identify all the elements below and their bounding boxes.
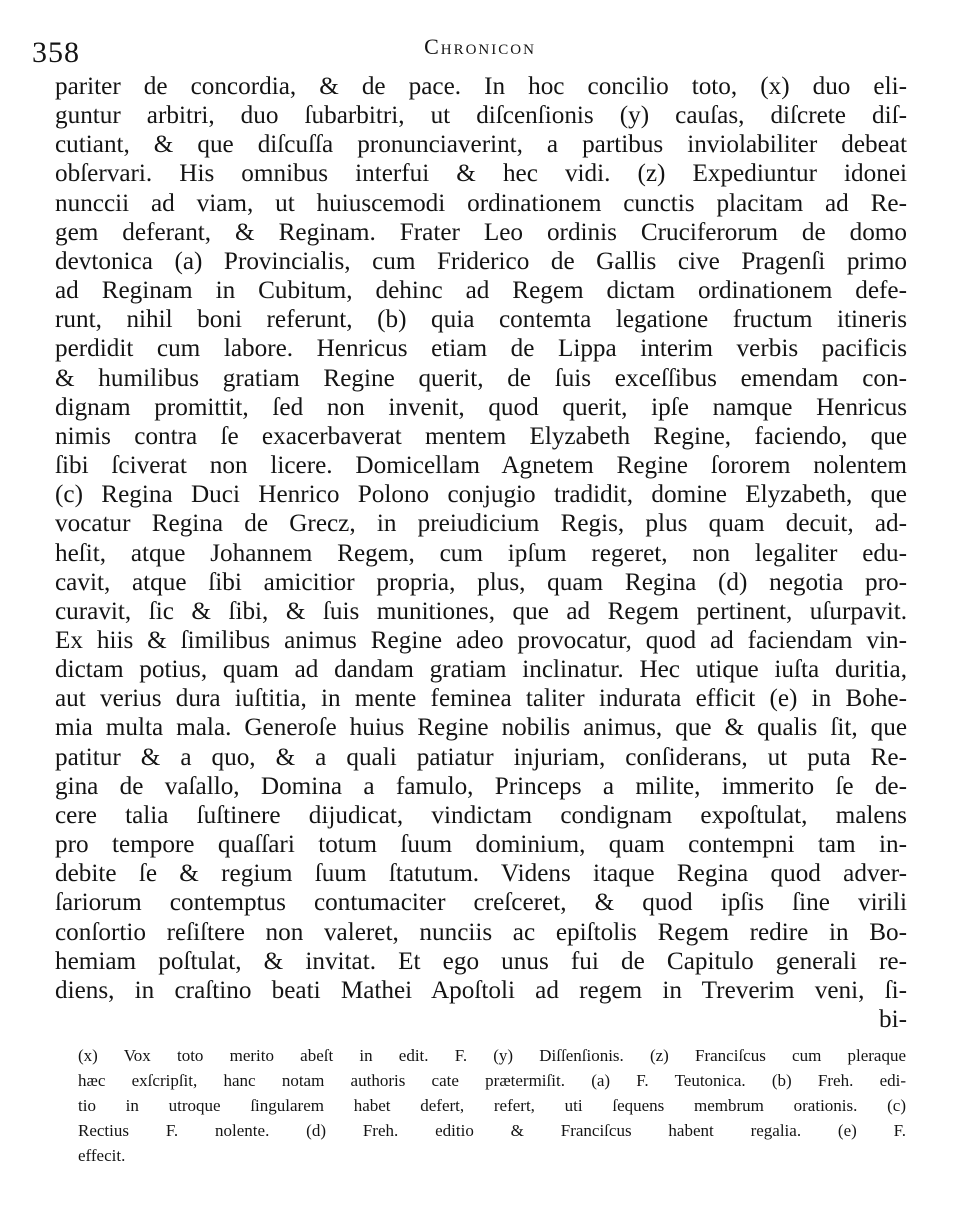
text-line: devtonica (a) Provincialis, cum Friderico de Gallis cive Pragenſi primo [55, 247, 907, 275]
text-line: gem deferant, & Reginam. Frater Leo ordinis Cruciferorum de domo [55, 218, 907, 246]
footnote-line: hæc exſcripſit, hanc notam authoris cate prætermiſit. (a) F. Teutonica. (b) Freh. edi- [78, 1071, 906, 1090]
footnotes [78, 1043, 906, 1168]
text-line: vocatur Regina de Grecz, in preiudicium Regis, plus quam decuit, ad- [55, 510, 907, 538]
catchword: bi- [879, 1006, 907, 1033]
text-line: heſit, atque Johannem Regem, cum ipſum regeret, non legaliter edu- [55, 539, 907, 567]
text-line: nunccii ad viam, ut huiuscemodi ordinationem cunctis placitam ad Re- [55, 189, 907, 217]
text-line: nimis contra ſe exacerbaverat mentem Elyzabeth Regine, faciendo, que [55, 422, 907, 450]
text-line: cutiant, & que diſcuſſa pronunciaverint, a partibus inviolabiliter debeat [55, 131, 907, 159]
main-text [55, 72, 907, 1034]
text-line: patitur & a quo, & a quali patiatur injuriam, conſiderans, ut puta Re- [55, 743, 907, 771]
text-line: conſortio reſiſtere non valeret, nunciis ac epiſtolis Regem redire in Bo- [55, 918, 907, 946]
text-line: hemiam poſtulat, & invitat. Et ego unus fui de Capitulo generali re- [55, 947, 907, 975]
text-line: cere talia ſuſtinere dijudicat, vindictam condignam expoſtulat, malens [55, 801, 907, 829]
text-line: ſariorum contemptus contumaciter creſceret, & quod ipſis ſine virili [55, 889, 907, 917]
text-line: guntur arbitri, duo ſubarbitri, ut diſcenſionis (y) cauſas, diſcrete diſ- [55, 102, 907, 130]
text-line: diens, in craſtino beati Mathei Apoſtoli ad regem in Treverim veni, ſi- [55, 976, 907, 1004]
text-line: ſibi ſciverat non licere. Domicellam Agnetem Regine ſororem nolentem [55, 452, 907, 480]
text-line: & humilibus gratiam Regine querit, de ſuis exceſſibus emendam con- [55, 364, 907, 392]
text-line: ad Reginam in Cubitum, dehinc ad Regem dictam ordinationem defe- [55, 277, 907, 305]
text-line: Ex hiis & ſimilibus animus Regine adeo provocatur, quod ad faciendam vin- [55, 626, 907, 654]
text-line: cavit, atque ſibi amicitior propria, plus, quam Regina (d) negotia pro- [55, 568, 907, 596]
text-line: obſervari. His omnibus interfui & hec vidi. (z) Expediuntur idonei [55, 160, 907, 188]
text-line: gina de vaſallo, Domina a famulo, Princeps a milite, immerito ſe de- [55, 772, 907, 800]
footnote-line: effecit. [78, 1146, 126, 1165]
footnote-line: Rectius F. nolente. (d) Freh. editio & Franciſcus habent regalia. (e) F. [78, 1121, 906, 1140]
text-line: pariter de concordia, & de pace. In hoc concilio toto, (x) duo eli- [55, 73, 907, 100]
text-line: dictam potius, quam ad dandam gratiam inclinatur. Hec utique iuſta duritia, [55, 656, 907, 684]
text-line: mia multa mala. Generoſe huius Regine nobilis animus, que & qualis ſit, que [55, 714, 907, 742]
text-line: debite ſe & regium ſuum ſtatutum. Videns itaque Regina quod adver- [55, 860, 907, 888]
text-line: perdidit cum labore. Henricus etiam de Lippa interim verbis pacificis [55, 335, 907, 363]
text-line: pro tempore quaſſari totum ſuum dominium, quam contempni tam in- [55, 831, 907, 859]
text-line: aut verius dura iuſtitia, in mente feminea taliter indurata efficit (e) in Bohe- [55, 685, 907, 713]
text-line: (c) Regina Duci Henrico Polono conjugio tradidit, domine Elyzabeth, que [55, 481, 907, 509]
running-head: Chronicon [424, 34, 536, 59]
text-line: dignam promittit, ſed non invenit, quod querit, ipſe namque Henricus [55, 393, 907, 421]
page-number: 358 [32, 36, 80, 69]
footnote-line: (x) Vox toto merito abeſt in edit. F. (y) Diſſenſionis. (z) Franciſcus cum pleraque [78, 1046, 906, 1065]
text-line: runt, nihil boni referunt, (b) quia contemta legatione fructum itineris [55, 306, 907, 334]
text-line: curavit, ſic & ſibi, & ſuis munitiones, que ad Regem pertinent, uſurpavit. [55, 597, 907, 625]
footnote-line: tio in utroque ſingularem habet defert, refert, uti ſequens membrum orationis. (c) [78, 1096, 906, 1115]
